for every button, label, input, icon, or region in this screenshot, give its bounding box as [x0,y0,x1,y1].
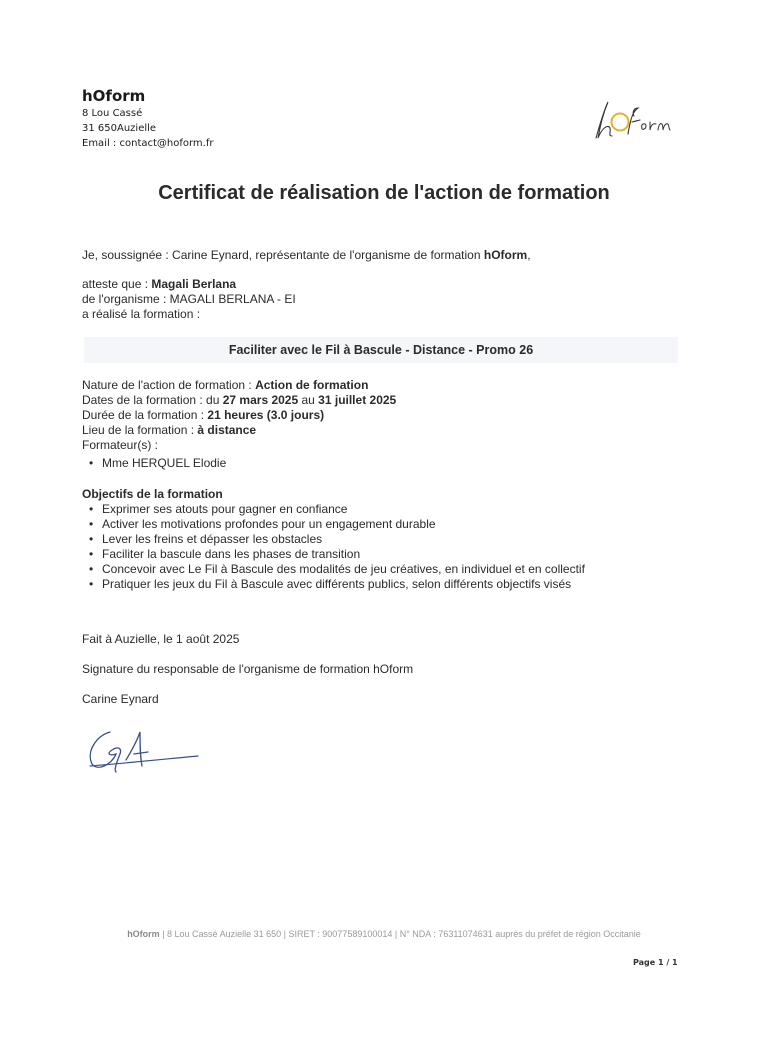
page-title: Certificat de réalisation de l'action de formation [158,182,610,204]
attestation-trainee [82,277,236,292]
objective-text: Faciliter la bascule dans les phases de transition [102,547,361,561]
list-item [82,517,585,532]
place-date: Fait à Auzielle, le 1 août 2025 [82,632,240,646]
list-item [82,547,585,562]
page-number: Page 1 / 1 [633,958,678,967]
dates-line [82,393,396,408]
duration-line [82,408,324,423]
attestation-completed: a réalisé la formation : [82,307,201,321]
trainer-name: Mme HERQUEL Elodie [102,456,227,470]
course-title: Faciliter avec le Fil à Bascule - Distance - Promo 26 [228,343,534,357]
nature-line [82,378,368,393]
list-item [82,532,585,547]
footer-org: hOform [127,929,160,939]
attestation-org [82,292,296,307]
handwritten-signature [86,726,202,776]
org-address-line1: 8 Lou Cassé [82,108,143,119]
date-start: 27 mars 2025 [222,393,299,407]
bullet-icon: • [89,532,94,546]
dates-label: Dates de la formation : du [82,393,223,407]
attests-label: atteste que : [82,277,152,291]
objectives-heading: Objectifs de la formation [82,487,223,501]
location-label: Lieu de la formation : [82,423,198,437]
bullet-icon: • [89,456,94,470]
objective-text: Lever les freins et dépasser les obstacles [102,532,323,546]
bullet-icon: • [89,547,94,561]
trainee-name: Magali Berlana [151,277,237,291]
signature-label: Signature du responsable de l'organisme de formation hOform [82,662,414,676]
declaration [82,248,531,263]
location-line [82,423,256,438]
dates-mid: au [298,393,319,407]
objectives-list [82,502,585,592]
org-address-line2: 31 650Auzielle [82,123,157,134]
date-end: 31 juillet 2025 [318,393,397,407]
org-name: hOform [82,87,146,105]
declaration-org: hOform [483,248,528,262]
list-item [82,456,226,471]
objective-text: Activer les motivations profondes pour un engagement durable [102,517,436,531]
duration-label: Durée de la formation : [82,408,208,422]
trainee-org-label: de l'organisme : [82,292,170,306]
trainee-org: MAGALI BERLANA - EI [169,292,296,306]
bullet-icon: • [89,562,94,576]
objective-text: Concevoir avec Le Fil à Bascule des modalités de jeu créatives, en individuel et en collectif [102,562,585,576]
location-value: à distance [197,423,257,437]
footer-info [0,929,768,939]
bullet-icon: • [89,577,94,591]
list-item [82,562,585,577]
email-label: Email : [82,138,117,149]
footer-details: | 8 Lou Cassé Auzielle 31 650 | SIRET : 90077589100014 | N° NDA : 76311074631 auprès du préfet de région Occitanie [159,929,641,939]
email-value: contact@hoform.fr [119,138,214,149]
trainers-label: Formateur(s) : [82,438,159,452]
declaration-suffix: , [527,248,531,262]
org-email-line [82,138,214,149]
duration-value: 21 heures (3.0 jours) [207,408,325,422]
trainers-list [82,456,226,471]
nature-value: Action de formation [255,378,369,392]
bullet-icon: • [89,517,94,531]
objective-text: Exprimer ses atouts pour gagner en confiance [102,502,348,516]
declaration-text: Je, soussignée : Carine Eynard, représentante de l'organisme de formation [82,248,484,262]
list-item [82,502,585,517]
objective-text: Pratiquer les jeux du Fil à Bascule avec différents publics, selon différents objectifs visés [102,577,572,591]
list-item [82,577,585,592]
nature-label: Nature de l'action de formation : [82,378,256,392]
bullet-icon: • [89,502,94,516]
hoform-logo [588,98,688,142]
signatory-name: Carine Eynard [82,692,159,706]
